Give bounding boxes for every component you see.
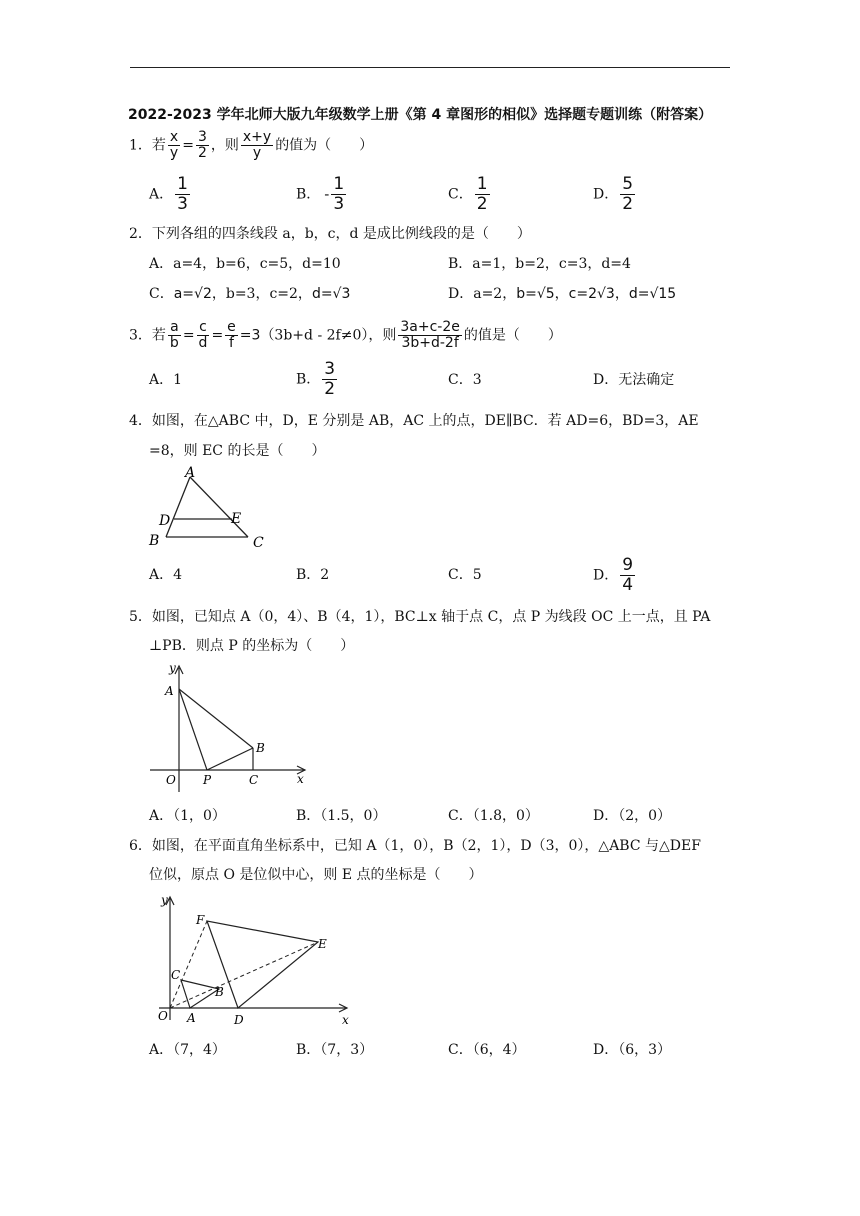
q6-option-c[interactable]: C．（6，4） (448, 1042, 526, 1058)
stem-text: ，则 (210, 137, 239, 154)
q6-option-b[interactable]: B．（7，3） (296, 1042, 374, 1058)
q2-option-d[interactable]: D．a=2，b=√5，c=2√3，d=√15 (448, 286, 677, 302)
q6-option-d[interactable]: D．（6，3） (593, 1042, 672, 1058)
question-number: 1． (129, 137, 152, 154)
label-y: y (161, 893, 168, 907)
q1-option-a[interactable]: A． $\frac{1}{3}$ (149, 174, 188, 214)
q5-option-d[interactable]: D．（2，0） (593, 808, 672, 824)
label-a: A (187, 1011, 196, 1025)
label-a: A (185, 465, 196, 481)
label-x: x (342, 1013, 349, 1027)
q4-option-b[interactable]: B．2 (296, 567, 330, 583)
q1-option-b[interactable]: B． - $\frac{1}{3}$ (296, 174, 345, 214)
q3-option-c[interactable]: C．3 (448, 372, 482, 388)
label-c: C (171, 968, 181, 982)
label-o: O (166, 773, 176, 787)
q5-option-a[interactable]: A．（1，0） (149, 808, 226, 824)
question-6-stem-line1: 6．如图，在平面直角坐标系中，已知 A（1，0），B（2，1），D（3，0），△ABC 与△DEF (129, 838, 701, 854)
q5-option-b[interactable]: B．（1.5，0） (296, 808, 387, 824)
fraction-c-over-d: $\frac{c}{d}$ (198, 319, 208, 351)
question-3-stem: 3．若 $\frac{a}{b}$ = $\frac{c}{d}$ = $\frac{e}{f}$ =3（3b+d - 2f≠0），则 $\frac{3a+c-2e}{3b+d-2f}$ 的值是（ ） (129, 319, 562, 351)
label-d: D (234, 1013, 244, 1027)
q1-option-c[interactable]: C． $\frac{1}{2}$ (448, 174, 488, 214)
label-e: E (231, 511, 242, 527)
fraction: $\frac{3}{2}$ (324, 359, 336, 399)
label-e: E (318, 937, 327, 951)
q4-option-a[interactable]: A．4 (149, 567, 183, 583)
similar-triangles-figure (145, 890, 365, 1030)
label-c: C (253, 535, 264, 551)
label-y: y (169, 661, 176, 675)
fraction: $\frac{5}{2}$ (622, 174, 634, 214)
fraction: $\frac{1}{3}$ (333, 174, 345, 214)
fraction-a-over-b: $\frac{a}{b}$ (169, 319, 179, 351)
q3-option-a[interactable]: A．1 (149, 372, 183, 388)
stem-text: 的值为（ ） (275, 137, 374, 154)
question-5-stem-line1: 5．如图，已知点 A（0，4）、B（4，1），BC⊥x 轴于点 C，点 P 为线段 OC 上一点，且 PA (129, 609, 711, 625)
fraction: $\frac{9}{4}$ (622, 555, 634, 595)
header-rule (130, 67, 730, 68)
label-o: O (158, 1009, 168, 1023)
fraction-e-over-f: $\frac{e}{f}$ (227, 319, 236, 351)
q3-option-b[interactable]: B． $\frac{3}{2}$ (296, 359, 336, 399)
coordinate-figure-q5 (145, 660, 315, 800)
label-p: P (203, 773, 212, 787)
question-4-stem-line2: =8，则 EC 的长是（ ） (149, 443, 326, 459)
question-6-stem-line2: 位似，原点 O 是位似中心，则 E 点的坐标是（ ） (149, 867, 483, 883)
question-4-stem-line1: 4．如图，在△ABC 中，D，E 分别是 AB，AC 上的点，DE∥BC．若 AD=6，BD=3，AE (129, 413, 699, 429)
equals-sign: = (182, 137, 194, 154)
stem-text: 若 (151, 137, 166, 154)
q2-option-a[interactable]: A．a=4，b=6，c=5，d=10 (149, 256, 341, 272)
label-b: B (215, 985, 224, 999)
label-b: B (149, 533, 160, 549)
label-a: A (165, 684, 174, 698)
fraction-x-over-y: $\frac{x}{y}$ (169, 129, 179, 161)
question-2-stem: 2．下列各组的四条线段 a，b，c，d 是成比例线段的是（ ） (129, 226, 531, 242)
q6-option-a[interactable]: A．（7，4） (149, 1042, 226, 1058)
q4-option-c[interactable]: C．5 (448, 567, 482, 583)
q2-option-c[interactable]: C．a=√2，b=3，c=2，d=√3 (149, 286, 351, 302)
fraction-expression: $\frac{3a+c-2e}{3b+d-2f}$ (400, 319, 460, 351)
q5-option-c[interactable]: C．（1.8，0） (448, 808, 539, 824)
question-1-stem (129, 130, 373, 161)
fraction: $\frac{1}{3}$ (177, 174, 188, 214)
q3-option-d[interactable]: D．无法确定 (593, 372, 675, 388)
q1-option-d[interactable]: D． $\frac{5}{2}$ (593, 174, 634, 214)
fraction: $\frac{1}{2}$ (476, 174, 488, 214)
label-c: C (249, 773, 259, 787)
q4-option-d[interactable]: D． $\frac{9}{4}$ (593, 555, 634, 595)
triangle-abc-figure (140, 465, 280, 555)
fraction-xy-over-y: $\frac{x+y}{y}$ (242, 129, 272, 161)
question-5-stem-line2: ⊥PB．则点 P 的坐标为（ ） (149, 638, 355, 654)
label-f: F (196, 913, 205, 927)
label-d: D (159, 513, 171, 529)
label-b: B (256, 741, 265, 755)
label-x: x (297, 772, 304, 786)
q2-option-b[interactable]: B．a=1，b=2，c=3，d=4 (448, 256, 631, 272)
fraction-3-over-2: $\frac{3}{2}$ (197, 129, 207, 161)
page-title: 2022-2023 学年北师大版九年级数学上册《第 4 章图形的相似》选择题专题训练（附答案） (128, 107, 713, 123)
